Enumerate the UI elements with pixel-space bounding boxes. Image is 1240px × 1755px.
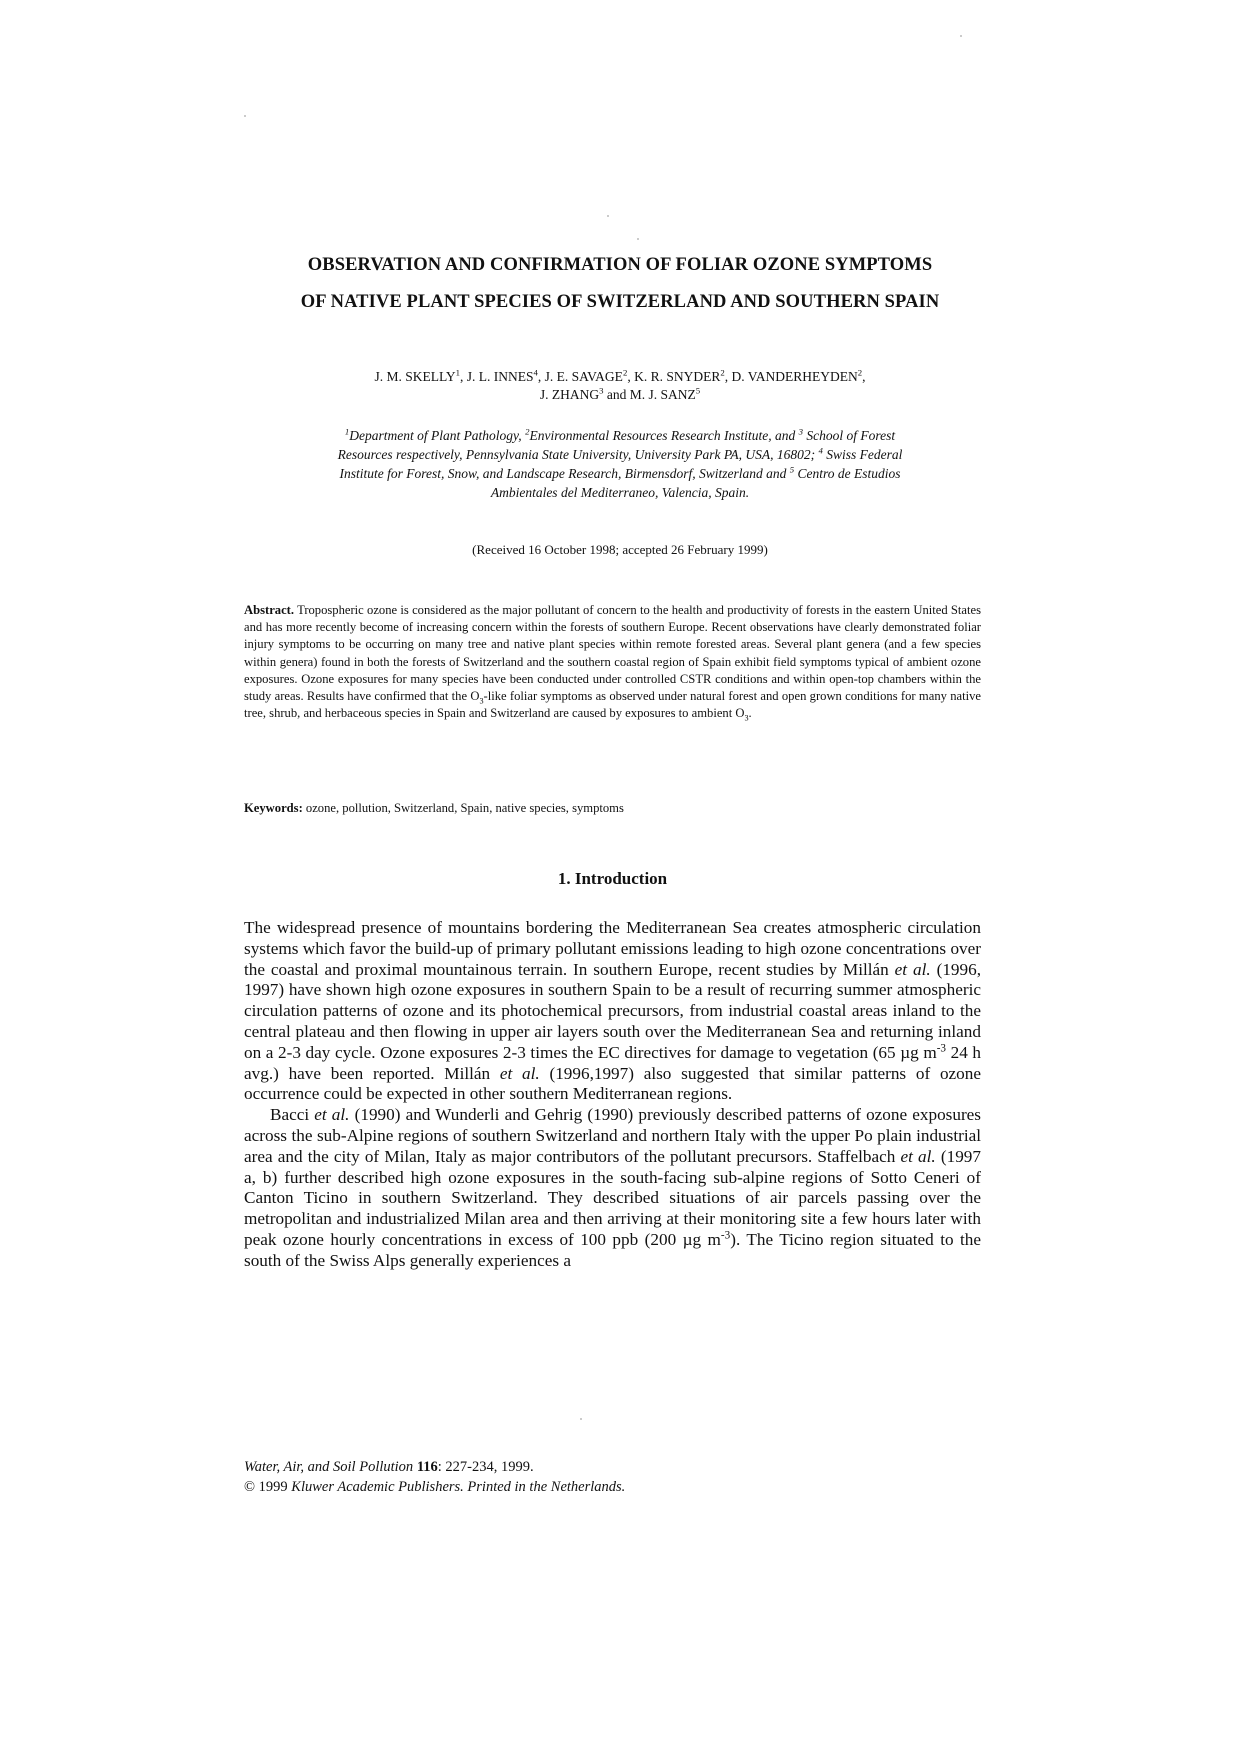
affiliation-text: Ambientales del Mediterraneo, Valencia, Spain.	[490, 485, 750, 500]
section-heading: 1. Introduction	[557, 869, 668, 888]
paragraph: Bacci et al. (1990) and Wunderli and Gehrig (1990) previously described patterns of ozone exposures across the sub-Alpine regions of southern Switzerland and northern Italy with the upper Po plain industrial area and the city of Milan, Italy as major contributors of the pollutant precursors. Staffelbach et al. (1997 a, b) further described high ozone exposures in the south-facing sub-alpine regions of Sotto Ceneri of Canton Ticino in southern Switzerland. They described situations of air parcels passing over the metropolitan and industrialized Milan area and then arriving at their monitoring site a few hours later with peak ozone hourly concentrations in excess of 100 ppb (200 µg $m^{-3}$). The Ticino region situated to the south of the Swiss Alps generally experiences a	[244, 1105, 981, 1270]
author-name: , J. E. SAVAGE	[537, 369, 623, 384]
affiliation-text: Institute for Forest, Snow, and Landscape Research, Birmensdorf, Switzerland and	[339, 466, 790, 481]
author-name: J. ZHANG	[539, 387, 600, 402]
affiliation-text: Swiss Federal	[822, 447, 903, 462]
scan-speck	[960, 35, 962, 37]
author-name: J. M. SKELLY	[374, 369, 456, 384]
paper-title-line-1: OBSERVATION AND CONFIRMATION OF FOLIAR OZONE SYMPTOMS	[307, 255, 933, 275]
keywords	[244, 801, 981, 816]
abstract-text: -like foliar symptoms as observed under natural forest and open grown conditions for many native tree, shrub, and herbaceous species in Spain and Switzerland are caused by exposures to ambient O	[244, 689, 981, 721]
affiliation-text: Resources respectively, Pennsylvania State University, University Park PA, USA, 16802;	[337, 447, 819, 462]
paper-title-line-2: OF NATIVE PLANT SPECIES OF SWITZERLAND AND SOUTHERN SPAIN	[300, 292, 940, 312]
publisher-line: Kluwer Academic Publishers. Printed in the Netherlands.	[291, 1479, 626, 1495]
affiliation-text: Department of Plant Pathology,	[349, 428, 526, 443]
scan-speck	[637, 238, 639, 240]
copyright-symbol: © 1999	[244, 1479, 292, 1495]
abstract: Abstract. Tropospheric ozone is considered as the major pollutant of concern to the health and productivity of forests in the eastern United States and has more recently become of increasing concern within the forests of southern Europe. Recent observations have clearly demonstrated foliar injury symptoms to be occurring on many tree and native plant species within remote forested areas. Several plant genera (and a few species within genera) found in both the forests of Switzerland and the southern coastal region of Spain exhibit field symptoms typical of ambient ozone exposures. Ozone exposures for many species have been conducted under controlled CSTR conditions and within open-top chambers within the study areas. Results have confirmed that the $O_3$-like foliar symptoms as observed under natural forest and open grown conditions for many native tree, shrub, and herbaceous species in Spain and Switzerland are caused by exposures to ambient $O_3$.	[244, 603, 981, 723]
scan-speck	[607, 215, 609, 217]
affiliations: $^1$Department of Plant Pathology, $^2$Environmental Resources Research Institute, and $^3$ School of Forest Resources respectively, Pennsylvania State University, University Park PA, USA, 16802; $^4$ Swiss Federal Institute for Forest, Snow, and Landscape Research, Birmensdorf, Switzerland and $^5$ Centro de Estudios Ambientales del Mediterraneo, Valencia, Spain.	[337, 426, 903, 500]
abstract-text: .	[748, 706, 752, 721]
introduction-body	[244, 918, 981, 1272]
author-name: , D. VANDERHEYDEN	[724, 369, 858, 384]
author-name: , J. L. INNES	[460, 369, 534, 384]
affiliation-text: School of Forest	[803, 428, 896, 443]
author-list: J. M. SKELLY$^1$, J. L. INNES$^4$, J. E. SAVAGE$^2$, K. R. SNYDER$^2$, D. VANDERHEYDEN$^2$, J. ZHANG$^3$ and M. J. SANZ$^5$	[374, 367, 866, 402]
journal-pages: : 227-234, 1999.	[437, 1459, 534, 1475]
scan-speck	[580, 1418, 582, 1420]
author-name: , K. R. SNYDER	[627, 369, 721, 384]
keywords-label: Keywords:	[244, 801, 303, 815]
received-dates: (Received 16 October 1998; accepted 26 February 1999)	[472, 542, 768, 557]
scan-speck	[244, 115, 246, 117]
affiliation-text: Centro de Estudios	[794, 466, 901, 481]
abstract-label: Abstract.	[244, 603, 295, 617]
journal-volume: 116	[413, 1459, 438, 1475]
abstract-text: Tropospheric ozone is considered as the major pollutant of concern to the health and productivity of forests in the eastern United States and has more recently become of increasing concern within the forests of southern Europe. Recent observations have clearly demonstrated foliar injury symptoms to be occurring on many tree and native plant species within remote forested areas. Several plant genera (and a few species within genera) found in both the forests of Switzerland and the southern coastal region of Spain exhibit field symptoms typical of ambient ozone exposures. Ozone exposures for many species have been conducted under controlled CSTR conditions and within open-top chambers within the study areas. Results have confirmed that the O	[244, 603, 981, 704]
affiliation-text: Environmental Resources Research Institute, and	[529, 428, 799, 443]
keywords-text: ozone, pollution, Switzerland, Spain, native species, symptoms	[302, 801, 624, 815]
author-name: and M. J. SANZ	[603, 387, 696, 402]
journal-footer	[244, 1457, 844, 1497]
journal-name: Water, Air, and Soil Pollution	[244, 1459, 414, 1475]
paragraph: The widespread presence of mountains bordering the Mediterranean Sea creates atmospheric circulation systems which favor the build-up of primary pollutant emissions leading to high ozone concentrations over the coastal and proximal mountainous terrain. In southern Europe, recent studies by Millán et al. (1996, 1997) have shown high ozone exposures in southern Spain to be a result of recurring summer atmospheric circulation patterns of ozone and its photochemical precursors, from industrial coastal areas inland to the central plateau and then flowing in upper air layers south over the Mediterranean Sea and returning inland on a 2-3 day cycle. Ozone exposures 2-3 times the EC directives for damage to vegetation (65 µg $m^{-3}$ 24 h avg.) have been reported. Millán et al. (1996,1997) also suggested that similar patterns of ozone occurrence could be expected in other southern Mediterranean regions.	[244, 918, 982, 1104]
